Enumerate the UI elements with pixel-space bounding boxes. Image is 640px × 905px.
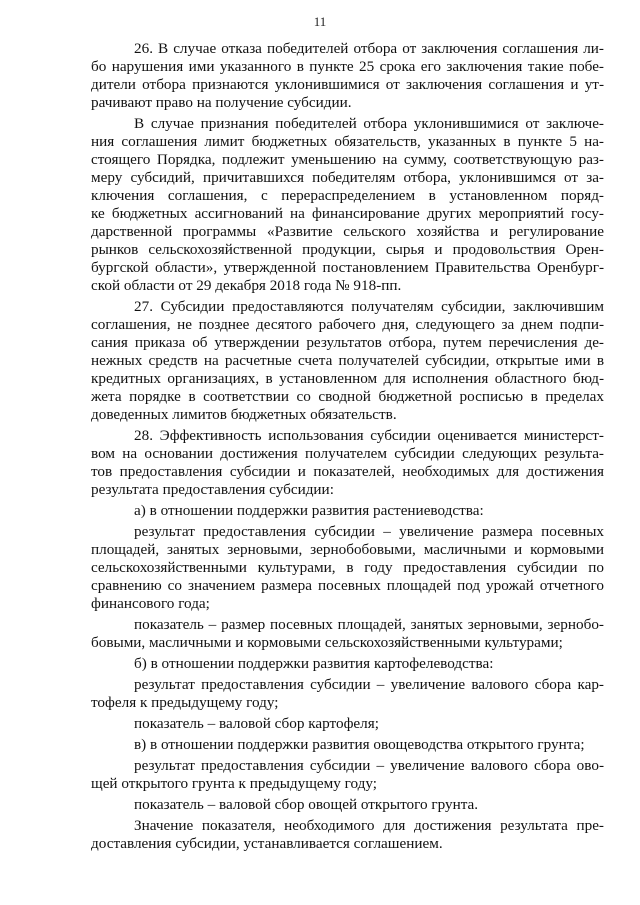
text-line: 26. В случае отказа победителей отбора от заключения соглашения ли-: [134, 40, 604, 57]
text-line: финансового года;: [91, 595, 210, 612]
text-line: ской области от 29 декабря 2018 года № 918-пп.: [91, 277, 402, 294]
text-line: площадей, занятых зерновыми, зернобобовыми, масличными и кормовыми: [91, 541, 604, 558]
text-line: ключения соглашения, с перераспределением в установленном поряд-: [91, 187, 604, 204]
text-line: меру субсидий, причитавшихся победителям отбора, уклонившимся от за-: [91, 169, 604, 186]
text-line: щей открытого грунта к предыдущему году;: [91, 775, 378, 792]
text-line: показатель – валовой сбор овощей открытого грунта.: [134, 796, 479, 813]
paragraph: [91, 676, 604, 712]
text-line: сания приказа об утверждении результатов отбора, путем перечисления де-: [91, 334, 604, 351]
text-line: результат предоставления субсидии – увеличение валового сбора ово-: [134, 757, 604, 774]
paragraph: [91, 115, 604, 295]
text-line: доведенных лимитов бюджетных обязательств.: [91, 406, 397, 423]
text-line: ке бюджетных ассигнований на финансирование других мероприятий госу-: [91, 205, 604, 222]
text-line: рынков сельскохозяйственной продукции, сырья и продовольствия Орен-: [91, 241, 604, 258]
text-line: в) в отношении поддержки развития овощеводства открытого грунта;: [134, 736, 585, 753]
text-line: сравнению со значением размера посевных площадей под урожай отчетного: [91, 577, 604, 594]
text-line: показатель – размер посевных площадей, занятых зерновыми, зернобо-: [134, 616, 604, 633]
paragraph: [91, 736, 604, 754]
text-line: тофеля к предыдущему году;: [91, 694, 279, 711]
text-line: б) в отношении поддержки развития картофелеводства:: [134, 655, 494, 672]
text-line: 28. Эффективность использования субсидии оценивается министерст-: [134, 427, 604, 444]
paragraph: [91, 655, 604, 673]
paragraph: [91, 298, 604, 424]
text-line: вом на основании достижения получателем субсидии следующих результа-: [91, 445, 604, 462]
text-line: доставления субсидии, устанавливается соглашением.: [91, 835, 443, 852]
paragraph: [91, 427, 604, 499]
paragraph: [91, 502, 604, 520]
text-line: результат предоставления субсидии – увеличение размера посевных: [134, 523, 604, 540]
text-line: Значение показателя, необходимого для достижения результата пре-: [134, 817, 604, 834]
paragraph: [91, 757, 604, 793]
page-number: 11: [313, 14, 327, 29]
paragraph: [91, 715, 604, 733]
paragraph: [91, 616, 604, 652]
text-line: бургской области», утвержденной постановлением Правительства Оренбург-: [91, 259, 604, 276]
paragraph: [91, 796, 604, 814]
text-line: соглашения, не позднее десятого рабочего дня, следующего за днем подпи-: [91, 316, 604, 333]
text-line: ния соглашения лимит бюджетных обязательств, указанных в пункте 5 на-: [91, 133, 604, 150]
text-line: показатель – валовой сбор картофеля;: [134, 715, 379, 732]
text-line: рачивают право на получение субсидии.: [91, 94, 352, 111]
text-line: а) в отношении поддержки развития растениеводства:: [134, 502, 484, 519]
paragraph: [91, 40, 604, 112]
text-line: дители отбора признаются уклонившимися от заключения соглашения и ут-: [91, 76, 604, 93]
text-line: нежных средств на расчетные счета получателей субсидии, открытые ими в: [91, 352, 604, 369]
text-line: результат предоставления субсидии – увеличение валового сбора кар-: [134, 676, 604, 693]
text-line: дарственной программы «Развитие сельского хозяйства и регулирование: [91, 223, 604, 240]
text-line: результата предоставления субсидии:: [91, 481, 334, 498]
text-line: В случае признания победителей отбора уклонившимися от заключе-: [134, 115, 604, 132]
text-line: 27. Субсидии предоставляются получателям субсидии, заключившим: [134, 298, 604, 315]
document-body: [91, 40, 604, 856]
paragraph: [91, 523, 604, 613]
text-line: жета порядке в соответствии со сводной бюджетной росписью в пределах: [91, 388, 604, 405]
text-line: бо нарушения ими указанного в пункте 25 срока его заключения такие побе-: [91, 58, 604, 75]
paragraph: [91, 817, 604, 853]
text-line: стоящего Порядка, подлежит уменьшению на сумму, соответствующую раз-: [91, 151, 604, 168]
text-line: кредитных организациях, в установленном для исполнения областного бюд-: [91, 370, 604, 387]
text-line: бовыми, масличными и кормовыми сельскохозяйственными культурами;: [91, 634, 563, 651]
text-line: сельскохозяйственными культурами, в году предоставления субсидии по: [91, 559, 604, 576]
text-line: тов предоставления субсидии и показателей, необходимых для достижения: [91, 463, 604, 480]
